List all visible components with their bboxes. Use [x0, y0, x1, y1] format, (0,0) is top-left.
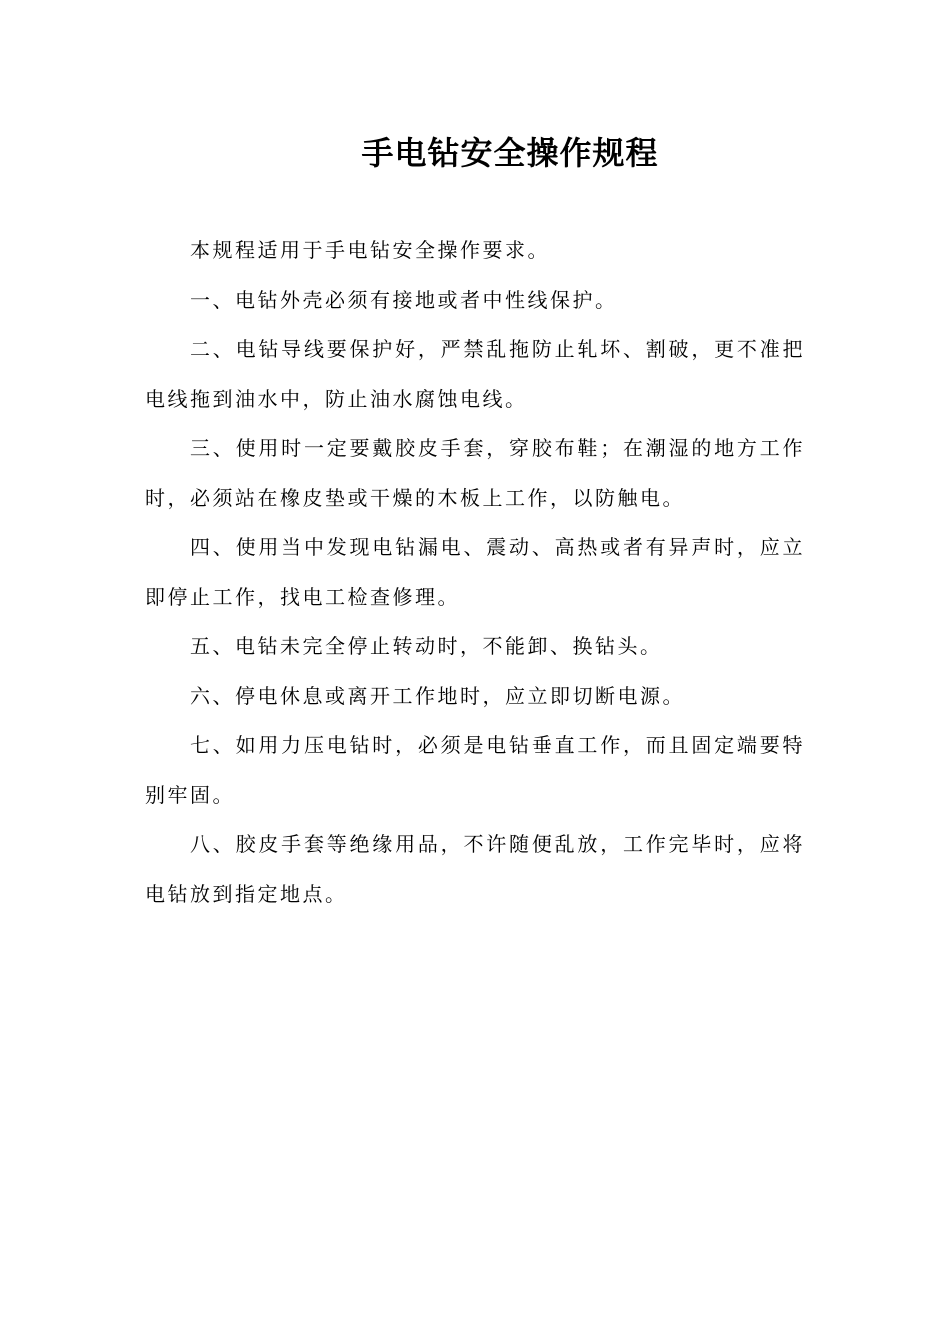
paragraph-rule-8: 八、胶皮手套等绝缘用品，不许随便乱放，工作完毕时，应将电钻放到指定地点。: [145, 832, 805, 906]
paragraph-rule-1: 一、电钻外壳必须有接地或者中性线保护。: [190, 287, 618, 312]
paragraph-rule-4: 四、使用当中发现电钻漏电、震动、高热或者有异声时，应立即停止工作，找电工检查修理。: [145, 535, 805, 609]
paragraph-rule-6: 六、停电休息或离开工作地时，应立即切断电源。: [190, 683, 685, 708]
paragraph-intro: 本规程适用于手电钻安全操作要求。: [190, 238, 550, 262]
paragraph-rule-5: 五、电钻未完全停止转动时，不能卸、换钻头。: [190, 634, 663, 658]
document-title: 手电钻安全操作规程: [361, 134, 659, 172]
paragraph-rule-7: 七、如用力压电钻时，必须是电钻垂直工作，而且固定端要特别牢固。: [145, 733, 805, 807]
paragraph-rule-2: 二、电钻导线要保护好，严禁乱拖防止轧坏、割破，更不准把电线拖到油水中，防止油水腐蚀电线。: [145, 337, 805, 411]
paragraph-rule-3: 三、使用时一定要戴胶皮手套，穿胶布鞋；在潮湿的地方工作时，必须站在橡皮垫或干燥的木板上工作，以防触电。: [145, 436, 805, 510]
document-body: [145, 226, 805, 919]
